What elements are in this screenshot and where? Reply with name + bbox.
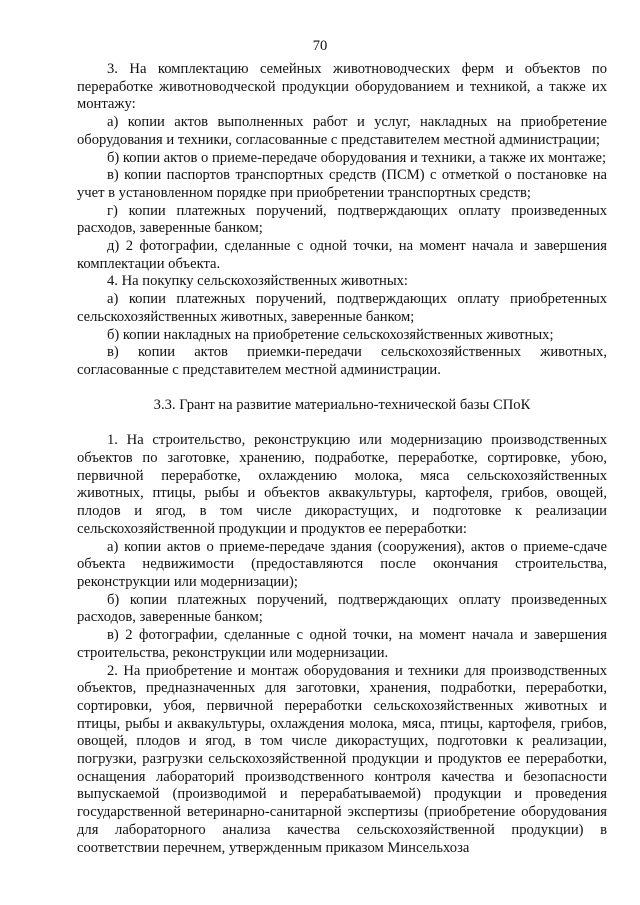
paragraph-3d: д) 2 фотографии, сделанные с одной точки, на момент начала и завершения комплектации объекта. <box>77 238 607 272</box>
paragraph-3a: а) копии актов выполненных работ и услуг, накладных на приобретение оборудования и техники, согласованные с представителем местной администрации; <box>77 114 607 148</box>
paragraph-s2-1b: б) копии платежных поручений, подтверждающих оплату произведенных расходов, заверенные банком; <box>77 591 607 626</box>
paragraph-item-4: 4. На покупку сельскохозяйственных животных: <box>107 273 408 290</box>
paragraph-3g: г) копии платежных поручений, подтверждающих оплату произведенных расходов, заверенные банком; <box>77 202 607 237</box>
paragraph-4b: б) копии накладных на приобретение сельскохозяйственных животных; <box>107 326 554 343</box>
spacer <box>77 380 607 397</box>
section-heading: 3.3. Грант на развитие материально-технической базы СПоК <box>153 396 531 413</box>
paragraph-s2-item-2: 2. На приобретение и монтаж оборудования и техники для производственных объектов, предназначенных для заготовки, хранения, подработки, переработки, сортировки, убоя, первичной переработки сельскохозяйственных животных и птицы, рыбы и аквакультуры, охлаждения молока, мяса, птицы, картофеля, грибов, овощей, плодов и ягод, в том числе дикорастущих, подготовки к реализации, погрузки, разгрузки сельскохозяйственной продукции и продуктов ее переработки, оснащения лабораторий производственного контроля качества и безопасности выпускаемой (производимой и перерабатываемой) продукции и проведения государственной ветеринарно-санитарной экспертизы (приобретение оборудования для лабораторного анализа качества сельскохозяйственной продукции) в соответствии перечнем, утвержденным приказом Минсельхоза <box>77 662 607 856</box>
spacer <box>77 414 607 432</box>
paragraph-s2-1a: а) копии актов о приеме-передаче здания (сооружения), актов о приеме-сдаче объекта недвижимости (предоставляются после окончания строительства, реконструкции или модернизации); <box>77 538 607 590</box>
paragraph-s2-item-1: 1. На строительство, реконструкцию или модернизацию производственных объектов по заготовке, хранению, подработке, переработке, сортировке, убою, первичной переработке, охлаждению молока, мяса сельскохозяйственных животных, птицы, рыбы и объектов аквакультуры, картофеля, грибов, овощей, плодов и ягод, в том числе дикорастущих, и подготовке к реализации сельскохозяйственной продукции и продуктов ее переработки: <box>77 432 607 537</box>
paragraph-4a: а) копии платежных поручений, подтверждающих оплату приобретенных сельскохозяйственных животных, заверенные банком; <box>77 291 607 325</box>
page-number: 70 <box>312 38 328 54</box>
page-content <box>77 61 607 857</box>
paragraph-s2-1v: в) 2 фотографии, сделанные с одной точки, на момент начала и завершения строительства, реконструкции или модернизации. <box>77 627 607 661</box>
paragraph-3v: в) копии паспортов транспортных средств (ПСМ) с отметкой о постановке на учет в установленном порядке при приобретении транспортных средств; <box>77 167 607 201</box>
paragraph-4v: в) копии актов приемки-передачи сельскохозяйственных животных, согласованные с представителем местной администрации. <box>77 344 607 378</box>
paragraph-item-3: 3. На комплектацию семейных животноводческих ферм и объектов по переработке животноводческой продукции оборудованием и техникой, а также их монтажу: <box>77 61 607 113</box>
paragraph-3b: б) копии актов о приеме-передаче оборудования и техники, а также их монтаже; <box>107 149 607 166</box>
